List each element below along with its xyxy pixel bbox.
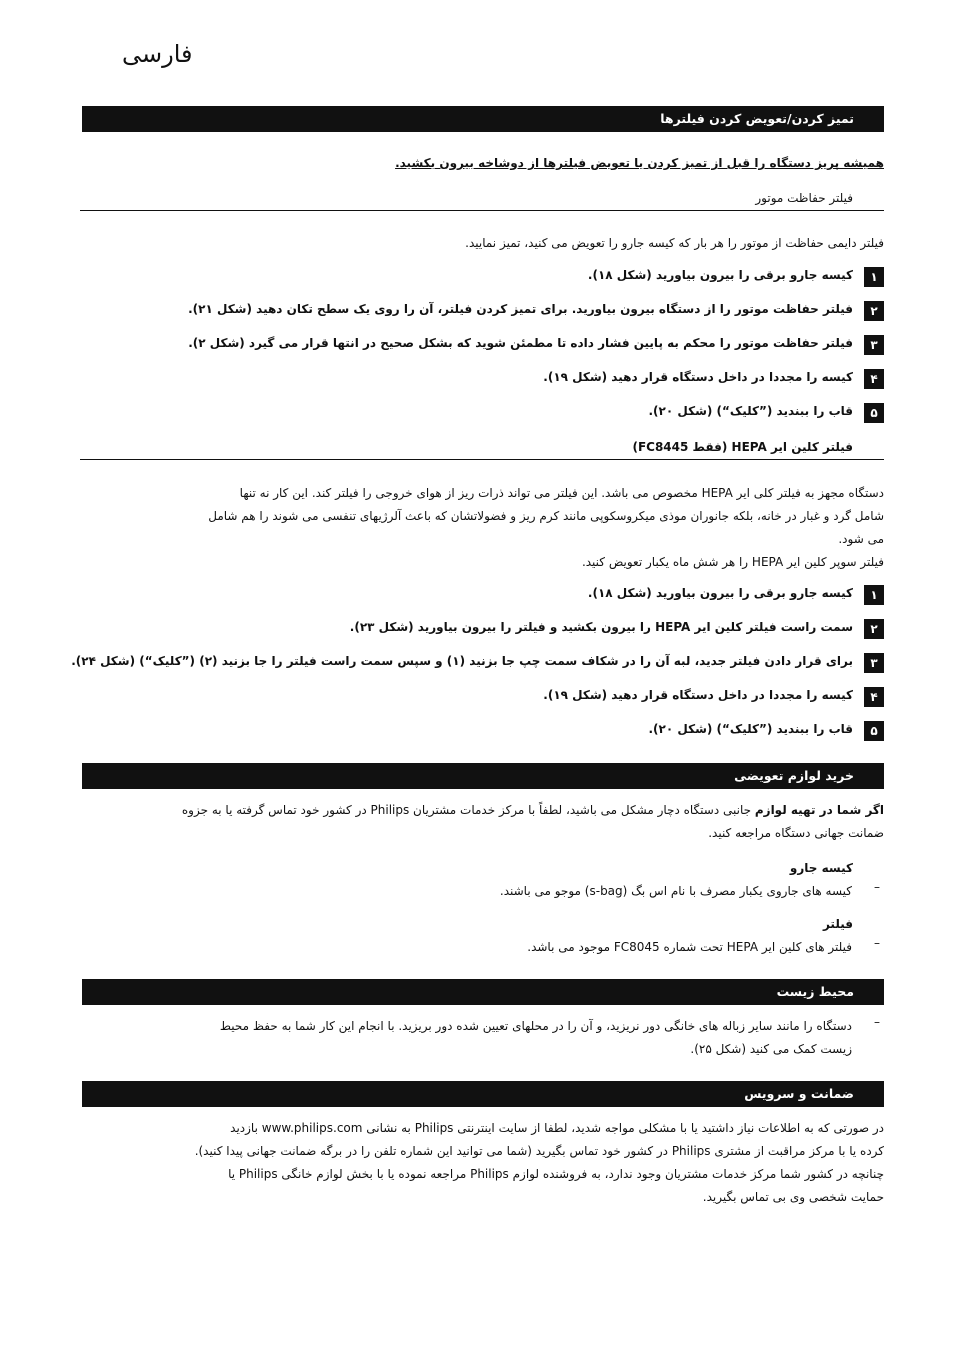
step-number: ٣	[864, 653, 884, 673]
hepa-step-2: ٢ سمت راست فیلتر کلین ایر HEPA را بیرون بکشید و فیلتر را بیرون بیاورید (شکل ۲۳).	[104, 619, 884, 639]
hepa-intro-line-4: فیلتر سوپر کلین ایر HEPA را هر شش ماه یکبار تعویض کنید.	[581, 555, 884, 569]
section-header-cleaning: تمیز کردن/تعویض کردن فیلترها	[82, 106, 884, 132]
dash-bullet: –	[874, 880, 880, 894]
motor-filter-title: فیلتر حفاظت موتور	[755, 191, 853, 205]
language-title: فارسی	[122, 40, 193, 68]
hepa-filter-title: فیلتر کلین ایر HEPA (فقط FC8445)	[632, 440, 853, 454]
step-number: ٢	[864, 619, 884, 639]
guarantee-line-3: چنانچه در کشور شما مرکز خدمات مشتریان وجود ندارد، به فروشنده لوازم Philips مراجعه نموده یا با بخش لوازم خانگی Philips یا	[228, 1167, 884, 1181]
step-number: ۵	[864, 403, 884, 423]
step-number: ٣	[864, 335, 884, 355]
bag-text: کیسه های جاروی یکبار مصرف با نام اس بگ (s-bag) موجو می باشند.	[499, 884, 852, 898]
step-number: ۵	[864, 721, 884, 741]
motor-step-3: ٣ فیلتر حفاظت موتور را محکم به پایین فشار داده تا مطمئن شوید که بشکل صحیح در انتها قرار می گیرد (شکل ۲).	[184, 335, 884, 355]
section-header-environment: محیط زیست	[82, 979, 884, 1005]
bag-title: کیسه جارو	[789, 861, 853, 875]
environment-text-line-2: زیست کمک می کنید (شکل ۲۵).	[690, 1042, 852, 1056]
filter-text: فیلتر های کلین ایر HEPA تحت شماره FC8045 موجود می باشد.	[527, 940, 852, 954]
dash-bullet: –	[874, 1015, 880, 1029]
hepa-step-3: ٣ برای قرار دادن فیلتر جدید، لبه آن را در شکاف سمت چپ جا بزنید (۱) و سپس سمت راست فیلتر را جا بزنید (۲) (”کلیک“) (شکل ۲۴).	[104, 653, 884, 673]
dash-bullet: –	[874, 936, 880, 950]
step-number: ٢	[864, 301, 884, 321]
motor-step-1: ١ کیسه جارو برقی را بیرون بیاورید (شکل ۱۸).	[184, 267, 884, 287]
motor-step-5: ۵ قاب را ببندید (”کلیک“) (شکل ۲۰).	[184, 403, 884, 423]
warning-text: همیشه پریز دستگاه را قبل از تمیز کردن یا تعویض فیلترها از دوشاخه بیرون بکشید.	[395, 156, 884, 170]
filter-title: فیلتر	[822, 917, 853, 931]
step-number: ١	[864, 267, 884, 287]
section-header-guarantee: ضمانت و سرویس	[82, 1081, 884, 1107]
motor-step-4: ۴ کیسه را مجددا در داخل دستگاه قرار دهید (شکل ۱۹).	[184, 369, 884, 389]
guarantee-line-4: حمایت شخصی وی بی تماس بگیرید.	[702, 1190, 884, 1204]
hepa-step-4: ۴ کیسه را مجددا در داخل دستگاه قرار دهید (شکل ۱۹).	[104, 687, 884, 707]
hepa-step-1: ١ کیسه جارو برقی را بیرون بیاورید (شکل ۱۸).	[104, 585, 884, 605]
environment-text-line-1: دستگاه را مانند سایر زباله های خانگی دور نریزید، و آن را در محلهای تعیین شده دور بریزید. با انجام این کار شما به حفظ محیط	[219, 1019, 852, 1033]
guarantee-line-1: در صورتی که به اطلاعات نیاز داشتید یا با مشکلی مواجه شدید، لطفا از سایت اینترنتی Philips به نشانی www.philips.com بازدید	[230, 1121, 884, 1135]
accessories-intro-line-2: ضمانت جهانی دستگاه مراجعه کنید.	[708, 826, 884, 840]
step-number: ۴	[864, 687, 884, 707]
accessories-intro-line-1: اگر شما در تهیه لوازم جانبی دستگاه دچار مشکل می باشید، لطفاً با مرکز خدمات مشتریان Philips در کشور خود تماس گرفته یا به جزوه	[181, 803, 884, 817]
hepa-intro-line-2: شامل گرد و غبار در خانه، بلکه جانوران موذی میکروسکوپی مانند کرم ریز و فضولاتشان که باعث آلرژیهای تنفسی می شوند را هم شامل	[208, 509, 884, 523]
section-header-accessories: خرید لوازم تعویضی	[82, 763, 884, 789]
divider	[80, 459, 884, 460]
motor-filter-intro: فیلتر دایمی حفاظت از موتور را هر بار که کیسه جارو را تعویض می کنید، تمیز نمایید.	[465, 236, 884, 250]
step-number: ١	[864, 585, 884, 605]
hepa-step-5: ۵ قاب را ببندید (”کلیک“) (شکل ۲۰).	[104, 721, 884, 741]
guarantee-line-2: کرده یا با مرکز مراقبت از مشتری Philips در کشور خود تماس بگیرید (شما می توانید این شماره تلفن را در برگه ضمانت جهانی پیدا کنید).	[194, 1144, 884, 1158]
hepa-intro-line-3: می شود.	[838, 532, 884, 546]
step-number: ۴	[864, 369, 884, 389]
hepa-intro-line-1: دستگاه مجهز به فیلتر کلی ایر HEPA مخصوص می باشد. این فیلتر می تواند ذرات ریز از هوای خروجی را فیلتر کند. این کار نه تنها	[239, 486, 884, 500]
divider	[80, 210, 884, 211]
motor-step-2: ٢ فیلتر حفاظت موتور را از دستگاه بیرون بیاورید. برای تمیز کردن فیلتر، آن را روی یک سطح تکان دهید (شکل ۲۱).	[184, 301, 884, 321]
